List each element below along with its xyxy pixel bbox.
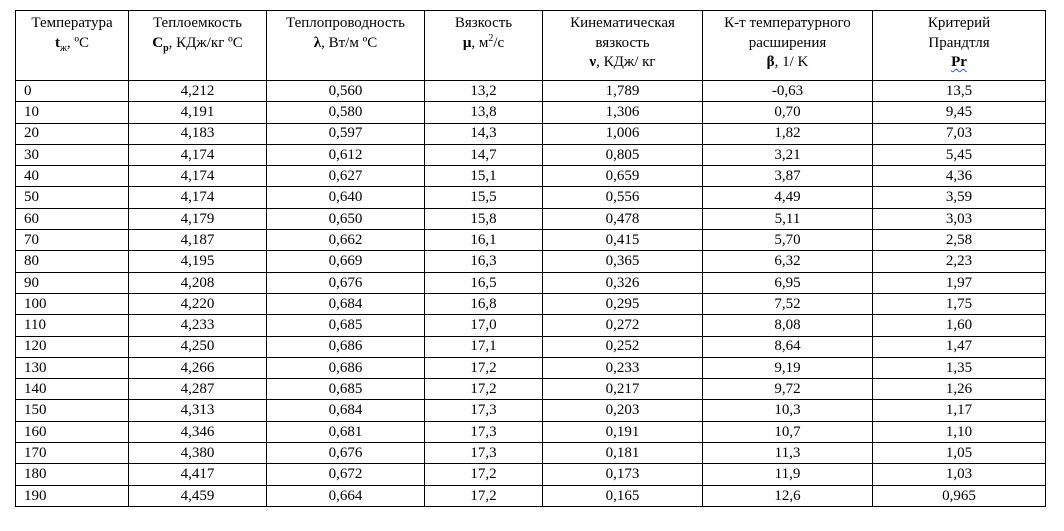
table-row (16, 208, 1046, 229)
cell-temperature: 100 (16, 293, 129, 314)
cell-prandtl: 3,03 (873, 208, 1046, 229)
cell-prandtl: 1,60 (873, 315, 1046, 336)
cell-kinematic-viscosity: 0,272 (543, 315, 703, 336)
cell-heat-capacity: 4,208 (129, 272, 267, 293)
cell-kinematic-viscosity: 0,217 (543, 379, 703, 400)
cell-conductivity: 0,676 (267, 443, 425, 464)
cell-heat-capacity: 4,313 (129, 400, 267, 421)
cell-expansion-coefficient: 0,70 (703, 102, 873, 123)
cell-viscosity: 13,8 (425, 102, 543, 123)
cell-heat-capacity: 4,380 (129, 443, 267, 464)
cell-temperature: 80 (16, 251, 129, 272)
cell-viscosity: 17,2 (425, 464, 543, 485)
header-expansion-unit-line (705, 53, 870, 73)
conductivity-symbol: λ (313, 34, 322, 51)
cell-viscosity: 17,2 (425, 379, 543, 400)
cell-kinematic-viscosity: 0,415 (543, 230, 703, 251)
cell-kinematic-viscosity: 0,326 (543, 272, 703, 293)
cell-expansion-coefficient: -0,63 (703, 81, 873, 102)
table-row (16, 421, 1046, 442)
cell-prandtl: 4,36 (873, 166, 1046, 187)
cell-temperature: 90 (16, 272, 129, 293)
table-row (16, 357, 1046, 378)
cell-expansion-coefficient: 5,11 (703, 208, 873, 229)
header-prandtl (873, 11, 1046, 81)
cell-temperature: 120 (16, 336, 129, 357)
header-viscosity-title: Вязкость (454, 15, 513, 31)
cell-expansion-coefficient: 4,49 (703, 187, 873, 208)
header-conductivity-unit-line (269, 34, 422, 54)
cell-expansion-coefficient: 3,87 (703, 166, 873, 187)
cell-viscosity: 17,3 (425, 443, 543, 464)
cell-heat-capacity: 4,179 (129, 208, 267, 229)
table-row (16, 400, 1046, 421)
cell-viscosity: 16,8 (425, 293, 543, 314)
prandtl-symbol: Pr (951, 54, 967, 70)
cell-prandtl: 1,35 (873, 357, 1046, 378)
cell-prandtl: 1,17 (873, 400, 1046, 421)
cell-kinematic-viscosity: 0,478 (543, 208, 703, 229)
conductivity-unit: , Вт/м ºC (321, 34, 378, 51)
cell-conductivity: 0,672 (267, 464, 425, 485)
cell-kinematic-viscosity: 1,006 (543, 123, 703, 144)
cell-kinematic-viscosity: 1,789 (543, 81, 703, 102)
table-row (16, 315, 1046, 336)
viscosity-unit-post: /с (493, 34, 505, 51)
viscosity-superscript: 2 (488, 32, 494, 44)
cell-temperature: 170 (16, 443, 129, 464)
cell-viscosity: 15,8 (425, 208, 543, 229)
cell-viscosity: 13,2 (425, 81, 543, 102)
header-expansion-title-2: расширения (748, 34, 827, 51)
cell-temperature: 140 (16, 379, 129, 400)
kinematic-symbol: ν (589, 54, 597, 70)
cell-heat-capacity: 4,183 (129, 123, 267, 144)
table-row (16, 251, 1046, 272)
cell-conductivity: 0,650 (267, 208, 425, 229)
header-temperature (16, 11, 129, 81)
cell-temperature: 180 (16, 464, 129, 485)
cell-heat-capacity: 4,459 (129, 485, 267, 506)
header-temperature-unit-line (18, 34, 126, 54)
viscosity-unit-pre: , м (471, 34, 489, 51)
table-row (16, 464, 1046, 485)
table-row (16, 336, 1046, 357)
cell-heat-capacity: 4,191 (129, 102, 267, 123)
cell-viscosity: 16,3 (425, 251, 543, 272)
cell-kinematic-viscosity: 0,659 (543, 166, 703, 187)
header-kinematic-viscosity (543, 11, 703, 81)
cell-conductivity: 0,686 (267, 357, 425, 378)
table-body (16, 81, 1046, 507)
kinematic-unit: , КДж/ кг (596, 54, 656, 70)
table-row (16, 293, 1046, 314)
cell-prandtl: 7,03 (873, 123, 1046, 144)
cell-viscosity: 15,5 (425, 187, 543, 208)
expansion-symbol: β (766, 54, 775, 70)
cell-temperature: 130 (16, 357, 129, 378)
cell-temperature: 20 (16, 123, 129, 144)
cell-heat-capacity: 4,195 (129, 251, 267, 272)
cell-prandtl: 1,03 (873, 464, 1046, 485)
cell-viscosity: 17,0 (425, 315, 543, 336)
header-prandtl-title-2: Прандтля (928, 34, 990, 51)
water-properties-table (15, 10, 1046, 507)
cell-expansion-coefficient: 8,08 (703, 315, 873, 336)
cell-expansion-coefficient: 6,95 (703, 272, 873, 293)
cell-temperature: 160 (16, 421, 129, 442)
header-kinematic-title-2: вязкость (595, 34, 650, 51)
cell-temperature: 10 (16, 102, 129, 123)
cell-kinematic-viscosity: 0,805 (543, 144, 703, 165)
cell-conductivity: 0,612 (267, 144, 425, 165)
expansion-unit: , 1/ K (774, 54, 809, 70)
cell-temperature: 40 (16, 166, 129, 187)
cell-kinematic-viscosity: 0,173 (543, 464, 703, 485)
table-row (16, 102, 1046, 123)
cell-kinematic-viscosity: 0,556 (543, 187, 703, 208)
cell-heat-capacity: 4,174 (129, 166, 267, 187)
cell-expansion-coefficient: 10,3 (703, 400, 873, 421)
table-row (16, 379, 1046, 400)
cell-heat-capacity: 4,266 (129, 357, 267, 378)
cell-conductivity: 0,685 (267, 315, 425, 336)
cell-conductivity: 0,597 (267, 123, 425, 144)
cell-expansion-coefficient: 5,70 (703, 230, 873, 251)
table-header (16, 11, 1046, 81)
cell-conductivity: 0,684 (267, 293, 425, 314)
cell-heat-capacity: 4,417 (129, 464, 267, 485)
cell-heat-capacity: 4,174 (129, 144, 267, 165)
cell-heat-capacity: 4,346 (129, 421, 267, 442)
cell-conductivity: 0,684 (267, 400, 425, 421)
cell-conductivity: 0,664 (267, 485, 425, 506)
cell-conductivity: 0,560 (267, 81, 425, 102)
cell-viscosity: 17,2 (425, 485, 543, 506)
cell-temperature: 0 (16, 81, 129, 102)
cell-prandtl: 3,59 (873, 187, 1046, 208)
table-row (16, 81, 1046, 102)
viscosity-symbol: μ (462, 34, 472, 51)
header-kinematic-title: Кинематическая (570, 15, 675, 31)
header-kinematic-unit-line (545, 53, 700, 73)
cell-temperature: 190 (16, 485, 129, 506)
cell-viscosity: 14,3 (425, 123, 543, 144)
heat-capacity-subscript: p (163, 42, 169, 54)
cell-viscosity: 16,5 (425, 272, 543, 293)
cell-temperature: 150 (16, 400, 129, 421)
cell-viscosity: 14,7 (425, 144, 543, 165)
cell-prandtl: 1,05 (873, 443, 1046, 464)
cell-viscosity: 17,2 (425, 357, 543, 378)
cell-prandtl: 2,58 (873, 230, 1046, 251)
header-prandtl-unit-line (875, 53, 1043, 73)
temperature-unit: , ºC (66, 34, 90, 51)
table-row (16, 272, 1046, 293)
cell-kinematic-viscosity: 0,165 (543, 485, 703, 506)
cell-conductivity: 0,685 (267, 379, 425, 400)
cell-viscosity: 15,1 (425, 166, 543, 187)
cell-heat-capacity: 4,187 (129, 230, 267, 251)
header-expansion-title: К-т температурного (724, 15, 851, 31)
header-conductivity-title: Теплопроводность (286, 15, 405, 31)
cell-conductivity: 0,662 (267, 230, 425, 251)
cell-temperature: 60 (16, 208, 129, 229)
cell-expansion-coefficient: 3,21 (703, 144, 873, 165)
cell-viscosity: 16,1 (425, 230, 543, 251)
cell-prandtl: 1,10 (873, 421, 1046, 442)
cell-kinematic-viscosity: 0,233 (543, 357, 703, 378)
cell-prandtl: 5,45 (873, 144, 1046, 165)
cell-conductivity: 0,640 (267, 187, 425, 208)
header-expansion-coefficient (703, 11, 873, 81)
cell-prandtl: 9,45 (873, 102, 1046, 123)
header-heat-capacity-unit-line (131, 34, 264, 54)
cell-kinematic-viscosity: 0,203 (543, 400, 703, 421)
cell-kinematic-viscosity: 1,306 (543, 102, 703, 123)
cell-temperature: 30 (16, 144, 129, 165)
table-row (16, 230, 1046, 251)
table-row (16, 443, 1046, 464)
cell-expansion-coefficient: 9,19 (703, 357, 873, 378)
cell-expansion-coefficient: 11,9 (703, 464, 873, 485)
header-prandtl-title: Критерий (927, 15, 991, 31)
header-heat-capacity (129, 11, 267, 81)
cell-temperature: 70 (16, 230, 129, 251)
temperature-subscript: ж (59, 42, 67, 54)
table-row (16, 144, 1046, 165)
heat-capacity-symbol: C (152, 34, 164, 51)
cell-prandtl: 1,97 (873, 272, 1046, 293)
cell-expansion-coefficient: 12,6 (703, 485, 873, 506)
cell-expansion-coefficient: 11,3 (703, 443, 873, 464)
cell-viscosity: 17,1 (425, 336, 543, 357)
cell-conductivity: 0,580 (267, 102, 425, 123)
cell-heat-capacity: 4,212 (129, 81, 267, 102)
table-row (16, 187, 1046, 208)
cell-expansion-coefficient: 9,72 (703, 379, 873, 400)
temperature-symbol: t (54, 34, 60, 51)
cell-expansion-coefficient: 8,64 (703, 336, 873, 357)
table-row (16, 123, 1046, 144)
cell-heat-capacity: 4,287 (129, 379, 267, 400)
header-viscosity-unit-line (427, 34, 540, 54)
header-conductivity (267, 11, 425, 81)
cell-viscosity: 17,3 (425, 421, 543, 442)
cell-prandtl: 1,47 (873, 336, 1046, 357)
table-row (16, 485, 1046, 506)
cell-kinematic-viscosity: 0,181 (543, 443, 703, 464)
cell-temperature: 50 (16, 187, 129, 208)
cell-heat-capacity: 4,220 (129, 293, 267, 314)
table-row (16, 166, 1046, 187)
cell-expansion-coefficient: 7,52 (703, 293, 873, 314)
cell-prandtl: 1,75 (873, 293, 1046, 314)
cell-kinematic-viscosity: 0,191 (543, 421, 703, 442)
cell-expansion-coefficient: 1,82 (703, 123, 873, 144)
cell-conductivity: 0,681 (267, 421, 425, 442)
cell-viscosity: 17,3 (425, 400, 543, 421)
header-temperature-title: Температура (31, 15, 113, 31)
cell-kinematic-viscosity: 0,252 (543, 336, 703, 357)
header-viscosity (425, 11, 543, 81)
cell-heat-capacity: 4,174 (129, 187, 267, 208)
cell-conductivity: 0,627 (267, 166, 425, 187)
cell-prandtl: 13,5 (873, 81, 1046, 102)
header-heat-capacity-title: Теплоемкость (152, 15, 243, 31)
header-row (16, 11, 1046, 81)
cell-conductivity: 0,676 (267, 272, 425, 293)
cell-kinematic-viscosity: 0,295 (543, 293, 703, 314)
cell-prandtl: 0,965 (873, 485, 1046, 506)
cell-temperature: 110 (16, 315, 129, 336)
heat-capacity-unit: , КДж/кг ºC (168, 34, 243, 51)
cell-prandtl: 1,26 (873, 379, 1046, 400)
cell-conductivity: 0,686 (267, 336, 425, 357)
cell-conductivity: 0,669 (267, 251, 425, 272)
cell-expansion-coefficient: 10,7 (703, 421, 873, 442)
cell-kinematic-viscosity: 0,365 (543, 251, 703, 272)
cell-heat-capacity: 4,250 (129, 336, 267, 357)
cell-prandtl: 2,23 (873, 251, 1046, 272)
cell-heat-capacity: 4,233 (129, 315, 267, 336)
cell-expansion-coefficient: 6,32 (703, 251, 873, 272)
